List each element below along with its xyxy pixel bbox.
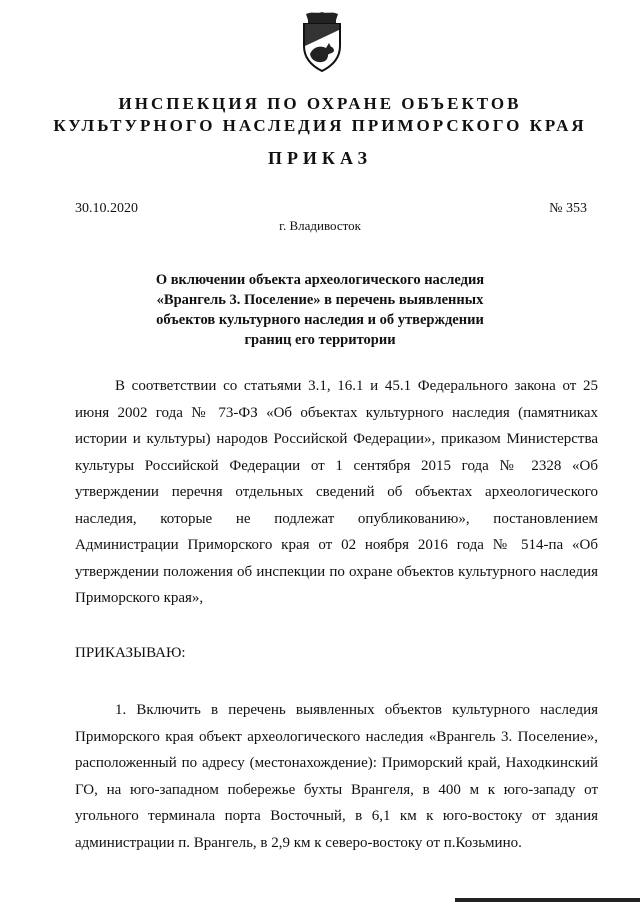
document-date: 30.10.2020: [75, 201, 138, 216]
subject-line: границ его территории: [244, 332, 396, 348]
scan-edge-line: [455, 898, 640, 902]
coat-of-arms-icon: [296, 10, 348, 74]
organization-name-line2: КУЛЬТУРНОГО НАСЛЕДИЯ ПРИМОРСКОГО КРАЯ: [53, 116, 587, 135]
document-subject: [130, 270, 510, 350]
document-city: г. Владивосток: [279, 218, 361, 233]
resolution-heading: ПРИКАЗЫВАЮ:: [75, 645, 186, 661]
organization-name-line1: ИНСПЕКЦИЯ ПО ОХРАНЕ ОБЪЕКТОВ: [118, 94, 522, 113]
document-type: ПРИКАЗ: [267, 148, 373, 168]
document-number: № 353: [549, 201, 587, 216]
subject-line: «Врангель 3. Поселение» в перечень выявленных: [156, 292, 484, 308]
subject-line: О включении объекта археологического наследия: [155, 272, 485, 288]
subject-line: объектов культурного наследия и об утверждении: [156, 312, 484, 328]
order-item-1: 1. Включить в перечень выявленных объектов культурного наследия Приморского края объект археологического наследия «Врангель 3. Поселение», расположенный по адресу (местонахождение): Приморский край, Находкинский ГО, на юго-западном побережье бухты Врангеля, в 400 м к юго-западу от угольного терминала порта Восточный, в 6,1 км к юго-востоку от здания администрации п. Врангель, в 2,9 км к северо-востоку от п.Козьмино.: [75, 702, 598, 851]
preamble-paragraph: В соответствии со статьями 3.1, 16.1 и 45.1 Федерального закона от 25 июня 2002 года № 73-ФЗ «Об объектах культурного наследия (памятниках истории и культуры) народов Российской Федерации», приказом Министерства культуры Российской Федерации от 1 сентября 2015 года № 2328 «Об утверждении перечня отдельных сведений об объектах археологического наследия, которые не подлежат опубликованию», постановлением Администрации Приморского края от 02 ноября 2016 года № 514-па «Об утверждении положения об инспекции по охране объектов культурного наследия Приморского края»,: [75, 378, 598, 606]
